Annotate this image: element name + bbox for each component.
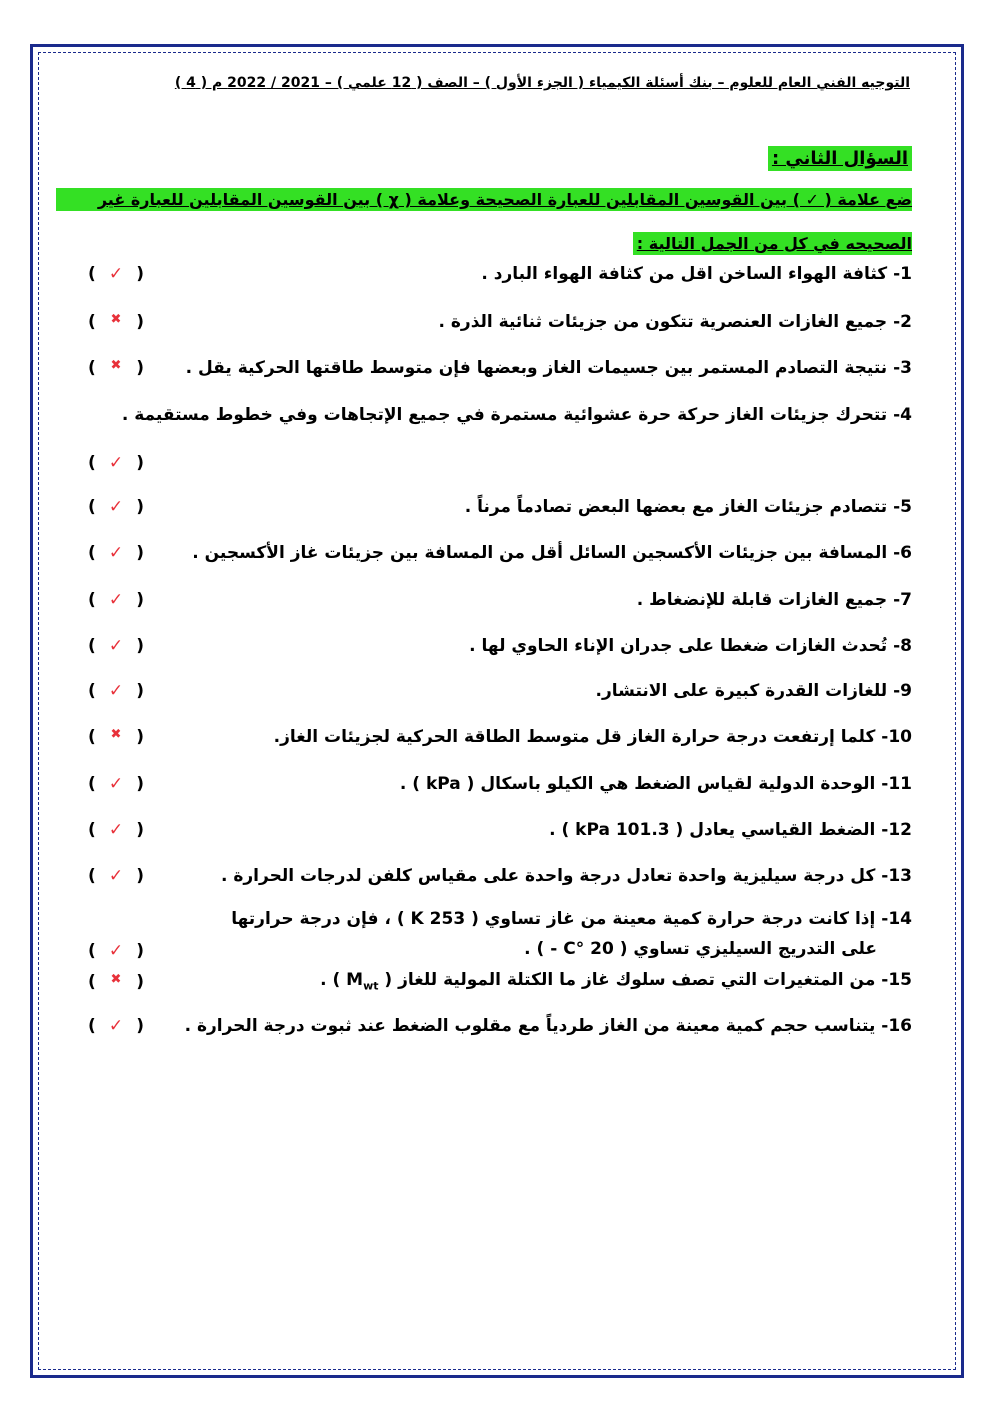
statement-12: 12- الضغط القياسي يعادل ( 101.3 kPa ) . [549, 820, 912, 840]
answer-16: ( ✓ ) [88, 1016, 144, 1036]
statement-9: 9- للغازات القدرة كبيرة على الانتشار. [595, 681, 912, 701]
check-mark-icon: ✓ [108, 453, 124, 473]
answer-3: ( ✖ ) [88, 358, 144, 378]
answer-9: ( ✓ ) [88, 681, 144, 701]
check-mark-icon: ✓ [108, 681, 124, 701]
instructions-line-2: الصحيحه في كل من الجمل التالية : [633, 232, 912, 255]
answer-14: ( ✓ ) [88, 941, 144, 961]
answer-12: ( ✓ ) [88, 820, 144, 840]
answer-15: ( ✖ ) [88, 972, 144, 992]
statement-15 [320, 970, 912, 992]
statement-13: 13- كل درجة سيليزية واحدة تعادل درجة واحدة على مقياس كلفن لدرجات الحرارة . [220, 866, 912, 886]
check-mark-icon: ✓ [108, 264, 124, 284]
question-title: السؤال الثاني : [768, 146, 912, 171]
check-mark-icon: ✓ [108, 774, 124, 794]
statement-4: 4- تتحرك جزيئات الغاز حركة حرة عشوائية مستمرة في جميع الإتجاهات وفي خطوط مستقيمة . [121, 405, 912, 425]
statement-14-continued: على التدريج السيليزي تساوي ( 20 °C - ) . [524, 939, 877, 959]
statement-10: 10- كلما إرتفعت درجة حرارة الغاز قل متوسط الطاقة الحركية لجزيئات الغاز. [273, 727, 912, 747]
page-header: التوجيه الفني العام للعلوم – بنك أسئلة الكيمياء ( الجزء الأول ) – الصف ( 12 علمي ) – 2021 / 2022 م ( 4 ) [174, 75, 910, 91]
statement-1: 1- كثافة الهواء الساخن اقل من كثافة الهواء البارد . [481, 264, 912, 284]
check-mark-icon: ✓ [108, 820, 124, 840]
answer-8: ( ✓ ) [88, 636, 144, 656]
statement-15-end: ) . [320, 970, 347, 990]
answer-7: ( ✓ ) [88, 590, 144, 610]
answer-10: ( ✖ ) [88, 727, 144, 747]
statement-3: 3- نتيجة التصادم المستمر بين جسيمات الغاز وبعضها فإن متوسط طاقتها الحركية يقل . [185, 358, 912, 378]
answer-2: ( ✖ ) [88, 312, 144, 332]
x-mark-icon: ✖ [110, 312, 122, 327]
statement-2: 2- جميع الغازات العنصرية تتكون من جزيئات ثنائية الذرة . [438, 312, 912, 332]
check-mark-icon: ✓ [108, 866, 124, 886]
check-mark-icon: ✓ [108, 543, 124, 563]
statement-5: 5- تتصادم جزيئات الغاز مع بعضها البعض تصادماً مرناً . [464, 497, 912, 517]
check-mark-icon: ✓ [108, 497, 124, 517]
check-mark-icon: ✓ [108, 590, 124, 610]
statement-15-subscript: wt [363, 979, 379, 993]
statement-11: 11- الوحدة الدولية لقياس الضغط هي الكيلو باسكال ( kPa ) . [399, 774, 912, 794]
x-mark-icon: ✖ [110, 358, 122, 373]
check-mark-icon: ✓ [108, 636, 124, 656]
statement-7: 7- جميع الغازات قابلة للإنضغاط . [636, 590, 912, 610]
answer-6: ( ✓ ) [88, 543, 144, 563]
instructions-line-1: ضع علامة ( ✓ ) بين القوسين المقابلين للعبارة الصحيحة وعلامة ( χ ) بين القوسين المقابلين للعبارة غير [56, 188, 912, 211]
answer-11: ( ✓ ) [88, 774, 144, 794]
x-mark-icon: ✖ [110, 972, 122, 987]
answer-5: ( ✓ ) [88, 497, 144, 517]
statement-8: 8- تُحدث الغازات ضغطا على جدران الإناء الحاوي لها . [469, 636, 912, 656]
answer-13: ( ✓ ) [88, 866, 144, 886]
statement-6: 6- المسافة بين جزيئات الأكسجين السائل أقل من المسافة بين جزيئات غاز الأكسجين . [192, 543, 912, 563]
statement-14: 14- إذا كانت درجة حرارة كمية معينة من غاز تساوي ( 253 K ) ، فإن درجة حرارتها [231, 909, 912, 929]
statement-15-text: 15- من المتغيرات التي تصف سلوك غاز ما الكتلة المولية للغاز ( M [346, 970, 912, 990]
check-mark-icon: ✓ [108, 1016, 124, 1036]
x-mark-icon: ✖ [110, 727, 122, 742]
statement-16: 16- يتناسب حجم كمية معينة من الغاز طردياً مع مقلوب الضغط عند ثبوت درجة الحرارة . [184, 1016, 912, 1036]
answer-1: ( ✓ ) [88, 264, 144, 284]
answer-4: ( ✓ ) [88, 453, 144, 473]
check-mark-icon: ✓ [108, 941, 124, 961]
